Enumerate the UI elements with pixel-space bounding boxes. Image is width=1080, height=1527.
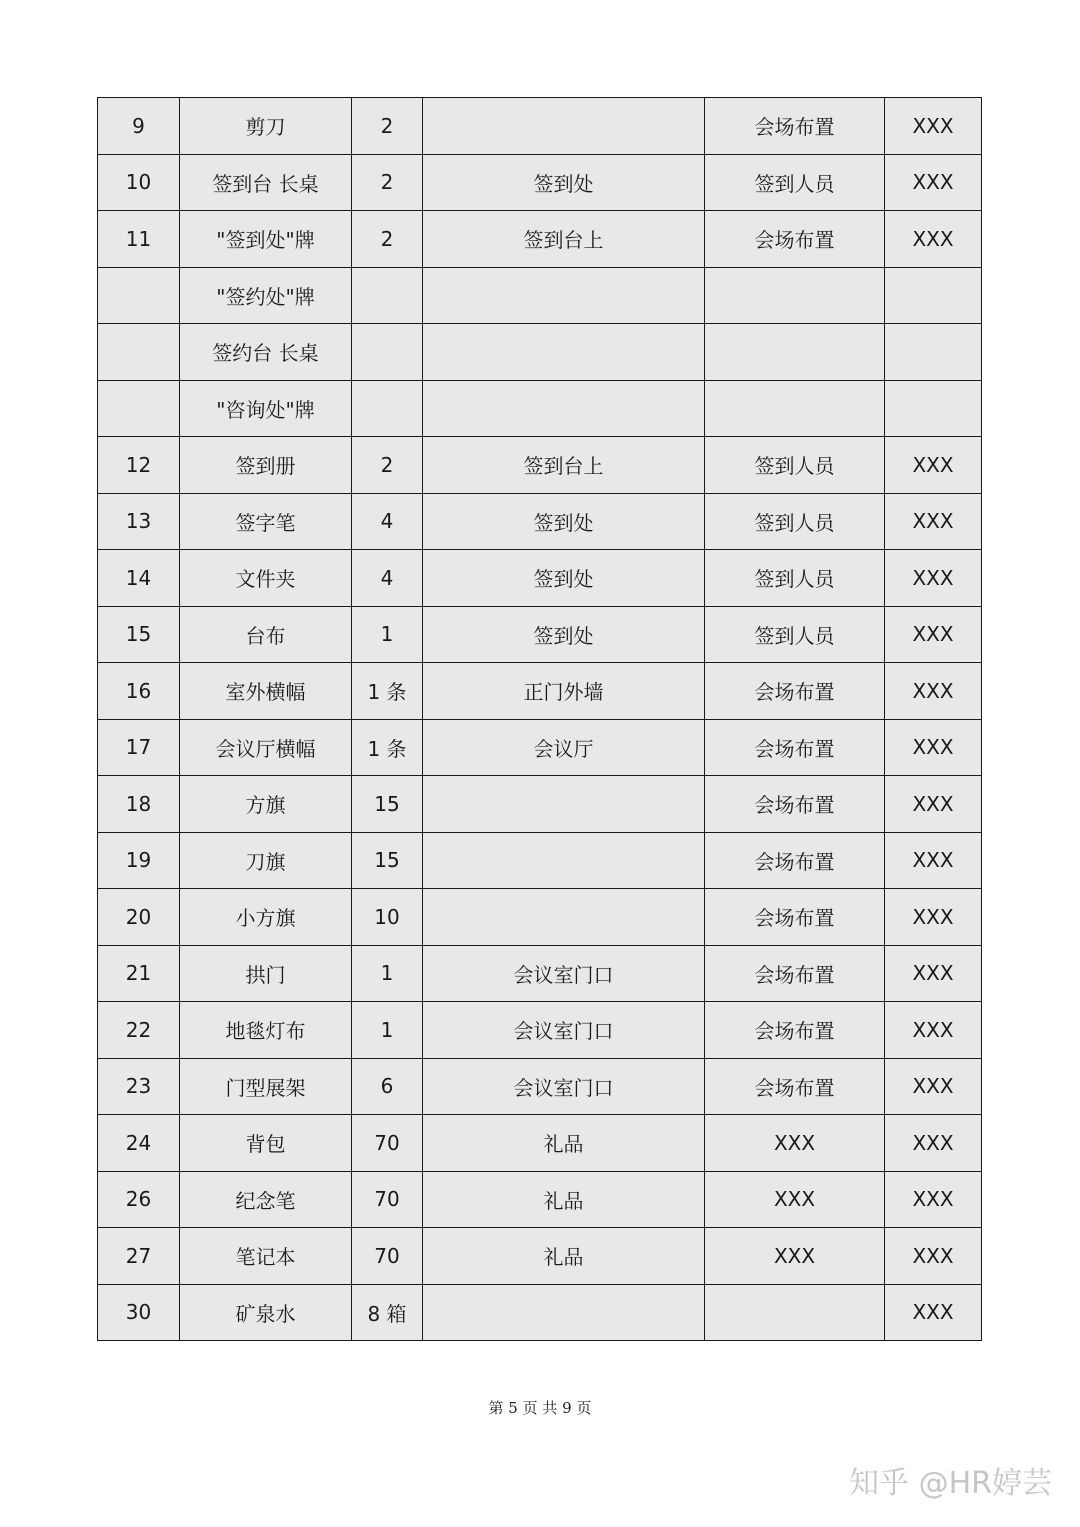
item-name-cell: 室外横幅 bbox=[180, 663, 352, 720]
owner-cell: XXX bbox=[885, 776, 982, 833]
responsibility-cell: 会场布置 bbox=[705, 832, 885, 889]
responsibility-cell: 签到人员 bbox=[705, 606, 885, 663]
table-row bbox=[98, 493, 982, 550]
responsibility-cell: 会场布置 bbox=[705, 719, 885, 776]
table-row bbox=[98, 1058, 982, 1115]
responsibility-cell: 签到人员 bbox=[705, 493, 885, 550]
item-name-cell: 签约台 长桌 bbox=[180, 324, 352, 381]
quantity-cell: 1 条 bbox=[352, 663, 423, 720]
item-name-cell: 文件夹 bbox=[180, 550, 352, 607]
quantity-cell: 8 箱 bbox=[352, 1284, 423, 1341]
table-row bbox=[98, 211, 982, 268]
location-cell bbox=[423, 776, 705, 833]
table-row bbox=[98, 1002, 982, 1059]
owner-cell: XXX bbox=[885, 889, 982, 946]
item-name-cell: "咨询处"牌 bbox=[180, 380, 352, 437]
index-cell: 11 bbox=[98, 211, 180, 268]
responsibility-cell: 会场布置 bbox=[705, 945, 885, 1002]
location-cell: 礼品 bbox=[423, 1228, 705, 1285]
index-cell: 27 bbox=[98, 1228, 180, 1285]
index-cell: 22 bbox=[98, 1002, 180, 1059]
location-cell: 正门外墙 bbox=[423, 663, 705, 720]
table-row bbox=[98, 267, 982, 324]
location-cell: 会议室门口 bbox=[423, 945, 705, 1002]
item-name-cell: 笔记本 bbox=[180, 1228, 352, 1285]
location-cell bbox=[423, 98, 705, 155]
owner-cell: XXX bbox=[885, 1058, 982, 1115]
location-cell bbox=[423, 380, 705, 437]
location-cell: 礼品 bbox=[423, 1171, 705, 1228]
location-cell bbox=[423, 1284, 705, 1341]
table-row bbox=[98, 889, 982, 946]
responsibility-cell: 会场布置 bbox=[705, 1058, 885, 1115]
item-name-cell: 小方旗 bbox=[180, 889, 352, 946]
item-name-cell: 地毯灯布 bbox=[180, 1002, 352, 1059]
owner-cell: XXX bbox=[885, 1284, 982, 1341]
table-row bbox=[98, 832, 982, 889]
owner-cell: XXX bbox=[885, 606, 982, 663]
item-name-cell: 剪刀 bbox=[180, 98, 352, 155]
item-name-cell: 会议厅横幅 bbox=[180, 719, 352, 776]
location-cell: 会议室门口 bbox=[423, 1058, 705, 1115]
owner-cell: XXX bbox=[885, 1002, 982, 1059]
responsibility-cell bbox=[705, 1284, 885, 1341]
quantity-cell: 70 bbox=[352, 1171, 423, 1228]
table-row bbox=[98, 945, 982, 1002]
item-name-cell: 拱门 bbox=[180, 945, 352, 1002]
quantity-cell: 4 bbox=[352, 493, 423, 550]
table-row bbox=[98, 776, 982, 833]
location-cell bbox=[423, 324, 705, 381]
items-table bbox=[97, 97, 982, 1341]
quantity-cell: 1 bbox=[352, 1002, 423, 1059]
owner-cell: XXX bbox=[885, 1228, 982, 1285]
quantity-cell bbox=[352, 380, 423, 437]
owner-cell: XXX bbox=[885, 550, 982, 607]
item-name-cell: 台布 bbox=[180, 606, 352, 663]
index-cell: 14 bbox=[98, 550, 180, 607]
table-row bbox=[98, 550, 982, 607]
location-cell: 会议室门口 bbox=[423, 1002, 705, 1059]
location-cell bbox=[423, 889, 705, 946]
responsibility-cell: 会场布置 bbox=[705, 889, 885, 946]
location-cell: 签到台上 bbox=[423, 437, 705, 494]
responsibility-cell: 签到人员 bbox=[705, 437, 885, 494]
table-row bbox=[98, 606, 982, 663]
item-name-cell: "签约处"牌 bbox=[180, 267, 352, 324]
index-cell bbox=[98, 267, 180, 324]
index-cell: 19 bbox=[98, 832, 180, 889]
responsibility-cell: 签到人员 bbox=[705, 154, 885, 211]
responsibility-cell: 会场布置 bbox=[705, 1002, 885, 1059]
quantity-cell: 2 bbox=[352, 98, 423, 155]
index-cell: 30 bbox=[98, 1284, 180, 1341]
quantity-cell: 15 bbox=[352, 832, 423, 889]
quantity-cell: 15 bbox=[352, 776, 423, 833]
table-row bbox=[98, 1284, 982, 1341]
item-name-cell: 签到册 bbox=[180, 437, 352, 494]
owner-cell bbox=[885, 380, 982, 437]
owner-cell: XXX bbox=[885, 719, 982, 776]
location-cell: 签到处 bbox=[423, 493, 705, 550]
table-row bbox=[98, 437, 982, 494]
owner-cell bbox=[885, 267, 982, 324]
quantity-cell: 1 bbox=[352, 945, 423, 1002]
location-cell bbox=[423, 832, 705, 889]
owner-cell: XXX bbox=[885, 1171, 982, 1228]
table-row bbox=[98, 154, 982, 211]
responsibility-cell: 签到人员 bbox=[705, 550, 885, 607]
responsibility-cell bbox=[705, 380, 885, 437]
responsibility-cell: 会场布置 bbox=[705, 663, 885, 720]
location-cell bbox=[423, 267, 705, 324]
table-row bbox=[98, 719, 982, 776]
item-name-cell: 签字笔 bbox=[180, 493, 352, 550]
table-row bbox=[98, 1228, 982, 1285]
responsibility-cell bbox=[705, 324, 885, 381]
responsibility-cell: 会场布置 bbox=[705, 211, 885, 268]
quantity-cell: 70 bbox=[352, 1228, 423, 1285]
owner-cell: XXX bbox=[885, 832, 982, 889]
location-cell: 签到台上 bbox=[423, 211, 705, 268]
owner-cell: XXX bbox=[885, 98, 982, 155]
location-cell: 礼品 bbox=[423, 1115, 705, 1172]
owner-cell bbox=[885, 324, 982, 381]
quantity-cell: 1 条 bbox=[352, 719, 423, 776]
quantity-cell: 6 bbox=[352, 1058, 423, 1115]
table-row bbox=[98, 663, 982, 720]
responsibility-cell: XXX bbox=[705, 1115, 885, 1172]
index-cell: 15 bbox=[98, 606, 180, 663]
index-cell: 13 bbox=[98, 493, 180, 550]
location-cell: 签到处 bbox=[423, 550, 705, 607]
index-cell: 16 bbox=[98, 663, 180, 720]
index-cell: 24 bbox=[98, 1115, 180, 1172]
index-cell: 17 bbox=[98, 719, 180, 776]
owner-cell: XXX bbox=[885, 1115, 982, 1172]
index-cell: 9 bbox=[98, 98, 180, 155]
item-name-cell: 签到台 长桌 bbox=[180, 154, 352, 211]
table-row bbox=[98, 1171, 982, 1228]
owner-cell: XXX bbox=[885, 945, 982, 1002]
table-row bbox=[98, 324, 982, 381]
table-row bbox=[98, 1115, 982, 1172]
responsibility-cell: XXX bbox=[705, 1228, 885, 1285]
item-name-cell: 背包 bbox=[180, 1115, 352, 1172]
owner-cell: XXX bbox=[885, 211, 982, 268]
index-cell: 18 bbox=[98, 776, 180, 833]
quantity-cell bbox=[352, 267, 423, 324]
quantity-cell: 2 bbox=[352, 154, 423, 211]
index-cell: 23 bbox=[98, 1058, 180, 1115]
index-cell: 12 bbox=[98, 437, 180, 494]
item-name-cell: 矿泉水 bbox=[180, 1284, 352, 1341]
index-cell: 10 bbox=[98, 154, 180, 211]
index-cell: 20 bbox=[98, 889, 180, 946]
table-row bbox=[98, 380, 982, 437]
item-name-cell: 纪念笔 bbox=[180, 1171, 352, 1228]
location-cell: 签到处 bbox=[423, 154, 705, 211]
quantity-cell: 4 bbox=[352, 550, 423, 607]
quantity-cell: 2 bbox=[352, 437, 423, 494]
quantity-cell: 10 bbox=[352, 889, 423, 946]
index-cell bbox=[98, 324, 180, 381]
quantity-cell: 1 bbox=[352, 606, 423, 663]
quantity-cell bbox=[352, 324, 423, 381]
owner-cell: XXX bbox=[885, 493, 982, 550]
table-row bbox=[98, 98, 982, 155]
index-cell bbox=[98, 380, 180, 437]
responsibility-cell: 会场布置 bbox=[705, 776, 885, 833]
index-cell: 21 bbox=[98, 945, 180, 1002]
item-name-cell: 方旗 bbox=[180, 776, 352, 833]
quantity-cell: 70 bbox=[352, 1115, 423, 1172]
item-name-cell: 刀旗 bbox=[180, 832, 352, 889]
owner-cell: XXX bbox=[885, 437, 982, 494]
table-body bbox=[98, 98, 982, 1341]
responsibility-cell: 会场布置 bbox=[705, 98, 885, 155]
quantity-cell: 2 bbox=[352, 211, 423, 268]
responsibility-cell: XXX bbox=[705, 1171, 885, 1228]
page-number: 第 5 页 共 9 页 bbox=[488, 1399, 592, 1417]
watermark: 知乎 @HR婷芸 bbox=[849, 1466, 1052, 1501]
location-cell: 签到处 bbox=[423, 606, 705, 663]
index-cell: 26 bbox=[98, 1171, 180, 1228]
responsibility-cell bbox=[705, 267, 885, 324]
owner-cell: XXX bbox=[885, 663, 982, 720]
item-name-cell: 门型展架 bbox=[180, 1058, 352, 1115]
owner-cell: XXX bbox=[885, 154, 982, 211]
item-name-cell: "签到处"牌 bbox=[180, 211, 352, 268]
location-cell: 会议厅 bbox=[423, 719, 705, 776]
